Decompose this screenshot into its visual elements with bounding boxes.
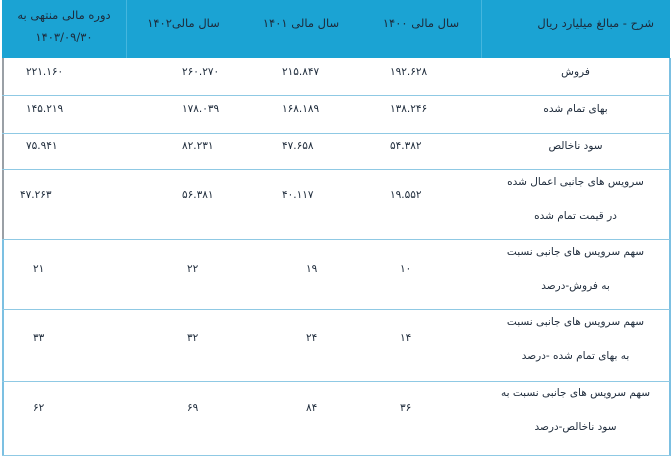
cell-period: ۲۱ — [33, 263, 45, 275]
cell-1401: ۱۶۸.۱۸۹ — [282, 103, 320, 115]
header-period-line1: دوره مالی منتهی به — [17, 8, 111, 22]
header-1402 — [126, 0, 241, 58]
cell-period: ۲۲۱.۱۶۰ — [26, 66, 64, 78]
cell-description-line1: سهم سرویس های جانبی نسبت به — [500, 387, 651, 399]
cell-description-line1: سهم سرویس های جانبی نسبت — [506, 316, 645, 328]
cell-1400: ۱۹.۵۵۲ — [390, 189, 422, 201]
cell-description: فروش — [561, 66, 590, 78]
cell-1402: ۶۹ — [187, 402, 199, 414]
cell-description-line2: سود ناخالص-درصد — [534, 421, 617, 433]
cell-1401: ۸۴ — [306, 402, 318, 414]
header-description — [481, 0, 670, 58]
cell-description: بهای تمام شده — [543, 103, 608, 115]
header-1402-label: سال مالی۱۴۰۲ — [147, 16, 220, 30]
cell-description-line2: در قیمت تمام شده — [534, 210, 617, 222]
cell-1400: ۳۶ — [400, 402, 412, 414]
cell-1400: ۵۴.۳۸۲ — [390, 140, 422, 152]
cell-description-line1: سهم سرویس های جانبی نسبت — [506, 246, 645, 258]
cell-description-line1: سرویس های جانبی اعمال شده — [507, 176, 644, 188]
cell-period: ۱۴۵.۲۱۹ — [26, 103, 64, 115]
cell-1402: ۸۲.۲۳۱ — [182, 140, 214, 152]
cell-period: ۴۷.۲۶۳ — [20, 189, 52, 201]
cell-1400: ۱۴ — [400, 332, 412, 344]
cell-1402: ۲۲ — [187, 263, 199, 275]
cell-period: ۶۲ — [33, 402, 45, 414]
header-description-label: شرح - مبالغ میلیارد ریال — [537, 16, 654, 30]
header-period — [2, 0, 126, 58]
header-period-line2: ۱۴۰۳/۰۹/۳۰ — [35, 30, 93, 44]
cell-1401: ۱۹ — [306, 263, 318, 275]
cell-1401: ۲۴ — [306, 332, 318, 344]
cell-1402: ۳۲ — [187, 332, 199, 344]
cell-1400: ۱۹۲.۶۲۸ — [390, 66, 428, 78]
cell-1401: ۴۷.۶۵۸ — [282, 140, 314, 152]
cell-1401: ۴۰.۱۱۷ — [282, 189, 314, 201]
header-1400-label: سال مالی ۱۴۰۰ — [382, 16, 460, 30]
cell-1401: ۲۱۵.۸۴۷ — [282, 66, 320, 78]
cell-period: ۳۳ — [33, 332, 45, 344]
cell-1402: ۲۶۰.۲۷۰ — [182, 66, 220, 78]
header-1400 — [361, 0, 481, 58]
cell-1400: ۱۰ — [400, 263, 412, 275]
table-row — [2, 96, 670, 134]
header-1401 — [241, 0, 361, 58]
cell-1402: ۱۷۸.۰۳۹ — [182, 103, 220, 115]
header-1401-label: سال مالی ۱۴۰۱ — [262, 16, 340, 30]
cell-period: ۷۵.۹۴۱ — [26, 140, 58, 152]
cell-1400: ۱۳۸.۲۴۶ — [390, 103, 428, 115]
cell-description-line2: به فروش-درصد — [541, 280, 610, 292]
cell-1402: ۵۶.۳۸۱ — [182, 189, 214, 201]
cell-description: سود ناخالص — [548, 140, 603, 152]
cell-description-line2: به بهای تمام شده -درصد — [521, 350, 630, 362]
